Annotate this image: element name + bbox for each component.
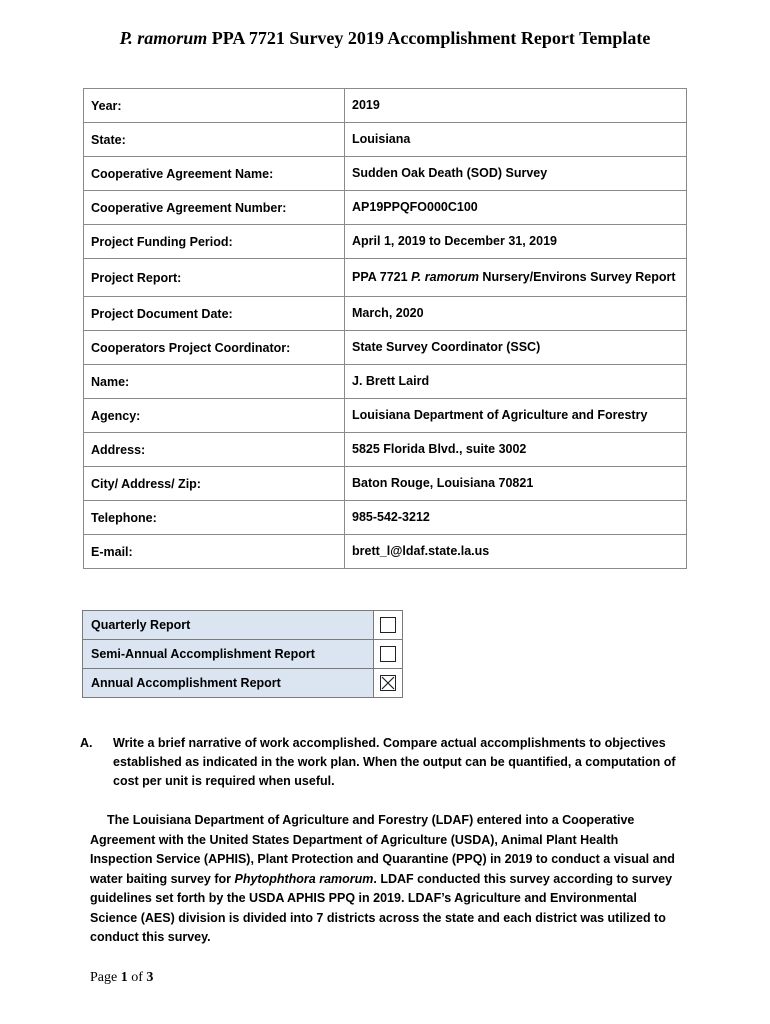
narrative-species: Phytophthora ramorum: [234, 871, 374, 886]
annual-report-checkbox[interactable]: [380, 675, 396, 691]
agency-value: Louisiana Department of Agriculture and Forestry: [345, 399, 687, 433]
email-value: brett_l@ldaf.state.la.us: [345, 535, 687, 569]
table-row: [84, 399, 687, 433]
project-report-suffix: Nursery/Environs Survey Report: [482, 270, 676, 284]
city-value: Baton Rouge, Louisiana 70821: [345, 467, 687, 501]
table-row: [84, 467, 687, 501]
project-info-table: [83, 88, 687, 569]
year-label: Year:: [84, 89, 345, 123]
agreement-number-label: Cooperative Agreement Number:: [84, 191, 345, 225]
project-report-species: P. ramorum: [411, 270, 479, 284]
name-value: J. Brett Laird: [345, 365, 687, 399]
telephone-value: 985-542-3212: [345, 501, 687, 535]
of-word: of: [131, 970, 143, 985]
table-row: [83, 669, 403, 698]
section-a-marker: A.: [80, 736, 93, 750]
annual-report-label: Annual Accomplishment Report: [83, 669, 374, 698]
narrative-part-2: . LDAF conducted this survey according to survey guidelines set forth by the USDA APHIS PPQ in 2019. LDAF’s Agriculture and Environmental Science (AES) division is divided into 7 districts across the state and each district was utilized to conduct this survey.: [90, 871, 673, 944]
project-report-prefix: PPA 7721: [352, 270, 408, 284]
annual-report-cell: [374, 669, 403, 698]
table-row: [84, 501, 687, 535]
coordinator-label: Cooperators Project Coordinator:: [84, 331, 345, 365]
page-word: Page: [90, 970, 118, 985]
funding-period-value: April 1, 2019 to December 31, 2019: [345, 225, 687, 259]
state-value: Louisiana: [345, 123, 687, 157]
narrative-paragraph: [90, 811, 682, 948]
city-label: City/ Address/ Zip:: [84, 467, 345, 501]
coordinator-value: State Survey Coordinator (SSC): [345, 331, 687, 365]
table-row: [84, 191, 687, 225]
semi-annual-report-checkbox[interactable]: [380, 646, 396, 662]
semi-annual-report-cell: [374, 640, 403, 669]
agreement-name-label: Cooperative Agreement Name:: [84, 157, 345, 191]
page-title: [0, 28, 770, 49]
address-label: Address:: [84, 433, 345, 467]
table-row: [84, 433, 687, 467]
table-row: [84, 225, 687, 259]
table-row: [84, 331, 687, 365]
agency-label: Agency:: [84, 399, 345, 433]
table-row: [84, 297, 687, 331]
narrative-part-1: The Louisiana Department of Agriculture and Forestry (LDAF) entered into a Cooperative Agreement with the United States Department of Agriculture (USDA), Animal Plant Health Inspection Service (APHIS), Plant Protection and Quarantine (PPQ) in 2019 to conduct a visual and water baiting survey for: [90, 813, 675, 886]
document-date-label: Project Document Date:: [84, 297, 345, 331]
agreement-name-value: Sudden Oak Death (SOD) Survey: [345, 157, 687, 191]
table-row: [83, 611, 403, 640]
name-label: Name:: [84, 365, 345, 399]
year-value: 2019: [345, 89, 687, 123]
quarterly-report-label: Quarterly Report: [83, 611, 374, 640]
report-type-table: [82, 610, 403, 698]
table-row: [84, 365, 687, 399]
funding-period-label: Project Funding Period:: [84, 225, 345, 259]
project-report-label: Project Report:: [84, 259, 345, 297]
title-species: P. ramorum: [119, 28, 208, 48]
email-label: E-mail:: [84, 535, 345, 569]
address-value: 5825 Florida Blvd., suite 3002: [345, 433, 687, 467]
table-row: [83, 640, 403, 669]
quarterly-report-checkbox[interactable]: [380, 617, 396, 633]
quarterly-report-cell: [374, 611, 403, 640]
table-row: [84, 157, 687, 191]
state-label: State:: [84, 123, 345, 157]
table-row: [84, 535, 687, 569]
table-row: [84, 123, 687, 157]
table-row: [84, 259, 687, 297]
agreement-number-value: AP19PPQFO000C100: [345, 191, 687, 225]
x-mark-icon: [381, 676, 395, 690]
section-a: [80, 734, 680, 791]
table-row: [84, 89, 687, 123]
telephone-label: Telephone:: [84, 501, 345, 535]
semi-annual-report-label: Semi-Annual Accomplishment Report: [83, 640, 374, 669]
section-a-instructions: Write a brief narrative of work accomplished. Compare actual accomplishments to objectives established as indicated in the work plan. When the output can be quantified, a computation of cost per unit is required when useful.: [113, 736, 676, 788]
title-text: PPA 7721 Survey 2019 Accomplishment Report Template: [211, 28, 651, 48]
document-date-value: March, 2020: [345, 297, 687, 331]
page-total: 3: [146, 970, 154, 985]
page-number-footer: [90, 970, 153, 986]
project-report-value: [345, 259, 687, 297]
page-number: 1: [120, 970, 128, 985]
